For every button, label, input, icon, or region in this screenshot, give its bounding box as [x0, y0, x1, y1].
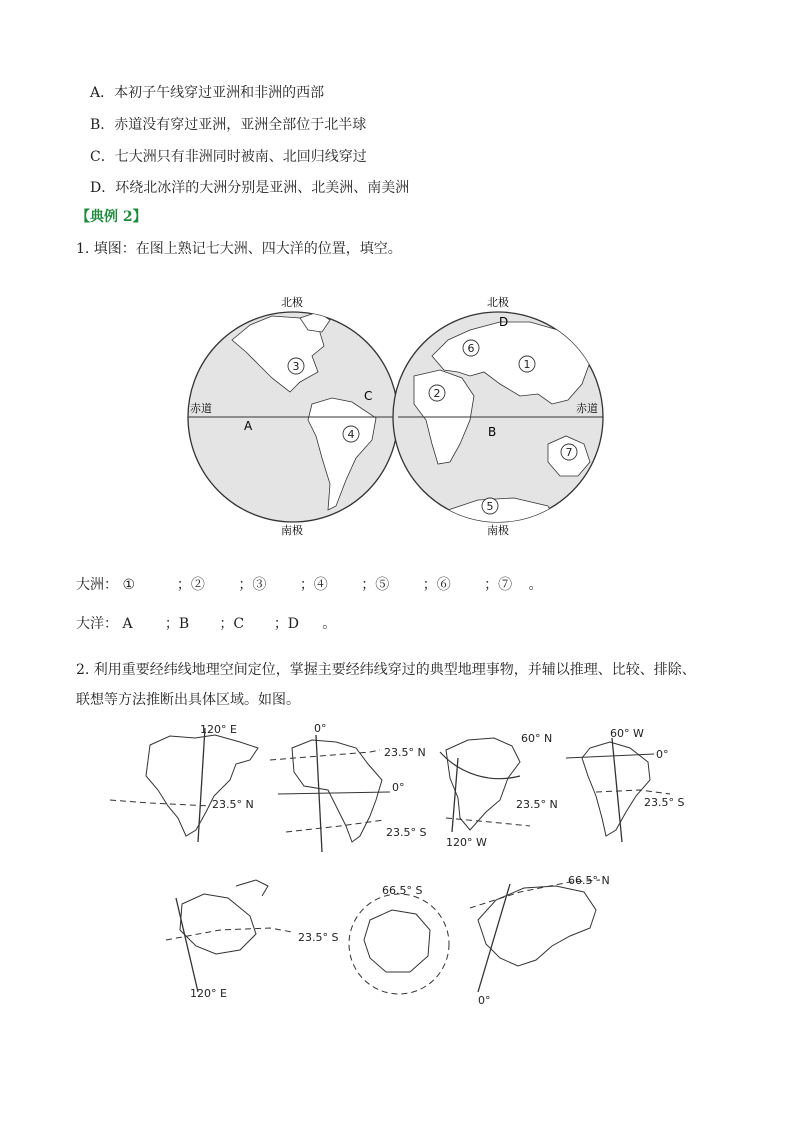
sa-meridian-label: 60° W: [610, 727, 644, 740]
continent-blank-2[interactable]: ；②: [176, 577, 205, 593]
oceans-fill-line: [76, 613, 336, 633]
eu-circle-label: 66.5° N: [568, 874, 610, 887]
na-tropic-label: 23.5° N: [516, 798, 558, 811]
option-b: B．赤道没有穿过亚洲，亚洲全部位于北半球: [90, 117, 367, 133]
eastern-hemisphere: [393, 312, 603, 530]
continent-number-1: 1: [523, 358, 531, 371]
ocean-blank-c[interactable]: ；C: [219, 616, 245, 632]
au-meridian-label: 120° E: [190, 987, 227, 1000]
ocean-c-label: C: [364, 389, 373, 403]
question-2-line-2: 联想等方法推断出具体区域。如图。: [76, 692, 300, 708]
oceans-label: 大洋：: [76, 616, 118, 632]
australia-map: [166, 880, 338, 1000]
option-a: A．本初子午线穿过亚洲和非洲的西部: [90, 85, 325, 101]
africa-tropic-s-label: 23.5° S: [386, 826, 427, 839]
continent-blank-5[interactable]: ；⑤: [361, 577, 390, 593]
continents-label: 大洲：: [76, 577, 118, 593]
western-hemisphere: [188, 312, 398, 522]
option-d: D．环绕北冰洋的大洲分别是亚洲、北美洲、南美洲: [90, 180, 410, 196]
ant-circle-label: 66.5° S: [382, 884, 423, 897]
continent-blank-7[interactable]: ；⑦: [484, 577, 513, 593]
continent-number-3: 3: [292, 360, 300, 373]
north-pole-left: 北极: [281, 296, 303, 309]
asia-tropic-label: 23.5° N: [212, 798, 254, 811]
sa-equator-label: 0°: [656, 748, 669, 761]
oceans-end: 。: [322, 616, 337, 632]
continent-number-4: 4: [347, 428, 355, 441]
eu-meridian-label: 0°: [478, 994, 491, 1007]
continent-blank-6[interactable]: ；⑥: [422, 577, 451, 593]
question-2-line-1: 2. 利用重要经纬线地理空间定位，掌握主要经纬线穿过的典型地理事物，并辅以推理、比较、排除、: [76, 662, 696, 678]
example-label: 【典例 2】: [76, 209, 147, 225]
na-meridian-label: 120° W: [446, 836, 487, 849]
africa-tropic-n-label: 23.5° N: [384, 746, 426, 759]
continent-number-7: 7: [565, 446, 573, 459]
africa-equator-label: 0°: [392, 781, 405, 794]
equator-label-left: 赤道: [190, 402, 212, 415]
ocean-blank-d[interactable]: ；D: [273, 616, 300, 632]
south-pole-left: 南极: [281, 524, 303, 537]
ocean-b-label: B: [488, 425, 497, 439]
continent-number-6: 6: [467, 342, 475, 355]
continents-end: 。: [528, 577, 543, 593]
africa-map: [270, 722, 426, 852]
continent-number-5: 5: [486, 500, 494, 513]
north-pole-right: 北极: [487, 296, 509, 309]
africa-meridian-label: 0°: [314, 722, 327, 735]
antarctica-map: [349, 884, 449, 994]
equator-label-right: 赤道: [576, 402, 598, 415]
ocean-blank-b[interactable]: ；B: [164, 616, 190, 632]
ocean-blank-a[interactable]: A: [122, 616, 133, 632]
ocean-a-label: A: [244, 419, 253, 433]
south-pole-right: 南极: [487, 524, 509, 537]
asia-meridian-label: 120° E: [200, 723, 237, 736]
au-tropic-label: 23.5° S: [298, 931, 339, 944]
continent-number-2: 2: [433, 387, 441, 400]
sa-tropic-label: 23.5° S: [644, 796, 685, 809]
north-america-map: [440, 732, 558, 849]
continents-fill-line: [76, 574, 543, 594]
europe-map: [470, 874, 610, 1007]
na-arctic-label: 60° N: [521, 732, 553, 745]
asia-map: [110, 723, 258, 842]
continent-blank-3[interactable]: ；③: [238, 577, 267, 593]
continent-blank-1[interactable]: ①: [122, 577, 136, 593]
question-1: 1. 填图：在图上熟记七大洲、四大洋的位置，填空。: [76, 241, 402, 257]
ocean-d-label: D: [499, 315, 509, 329]
option-c: C．七大洲只有非洲同时被南、北回归线穿过: [90, 149, 367, 165]
south-america-map: [566, 727, 684, 842]
continent-blank-4[interactable]: ；④: [299, 577, 328, 593]
